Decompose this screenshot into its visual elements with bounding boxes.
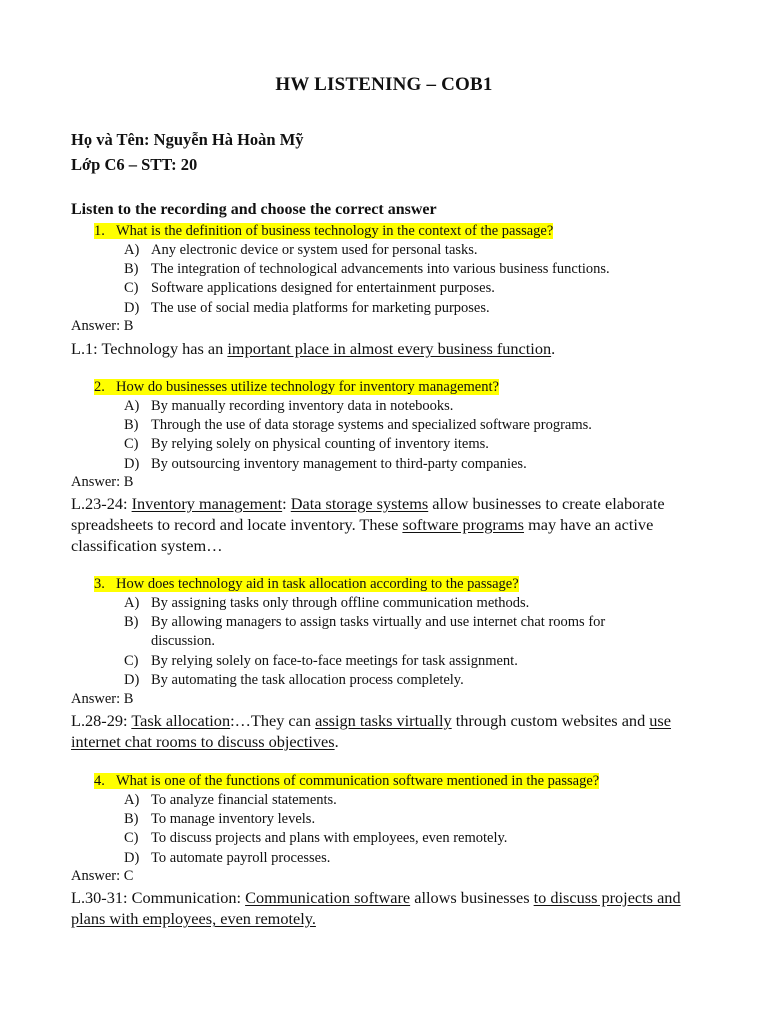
reference-underlined-text: software programs [402, 515, 525, 534]
question-number: 1. [94, 223, 105, 239]
question-number: 4. [94, 773, 105, 789]
reference-text: L.30-31: Communication: [71, 888, 246, 907]
reference-text: L.1: Technology has an [71, 339, 228, 358]
question-3 [94, 575, 519, 593]
reference-text: allow businesses to create elaborate spreadsheets to record and locate inventory. These [71, 494, 665, 534]
reference-text: . [551, 339, 556, 358]
reference-q3 [71, 710, 711, 752]
answer-q3: Answer: B [71, 691, 134, 707]
question-text: How do businesses utilize technology for inventory management? [116, 379, 499, 395]
reference-q4 [71, 887, 711, 929]
reference-underlined-text: important place in almost every business function [227, 339, 552, 358]
student-class: Lớp C6 – STT: 20 [71, 155, 198, 174]
student-name: Họ và Tên: Nguyễn Hà Hoàn Mỹ [71, 130, 304, 149]
reference-text: :…They can [230, 711, 316, 730]
reference-q2 [71, 493, 711, 556]
reference-text: through custom websites and [451, 711, 650, 730]
option-d: D) By automating the task allocation process completely. [124, 671, 464, 688]
reference-text: allows businesses [410, 888, 534, 907]
document-page: HW LISTENING – COB1 Họ và Tên: Nguyễn Hà Hoàn Mỹ Lớp C6 – STT: 20 Listen to the recording and choose the correct answer 1. What is the definition of business technology in the context of the passage? A) Any electronic device or system used for personal tasks. B) The integration of technological advancements into various business functions. C) Software applications designed for entertainment purposes. D) The use of social media platforms for marketing purposes. Answer: B L.1: Technology has an important place in almost every business function. 2. How do businesses utilize technology for inventory management? A) By manually recording inventory data in notebooks. B) Through the use of data storage systems and specialized software programs. C) By relying solely on physical counting of inventory items. D) By outsourcing inventory management to third-party companies. Answer: B L.23-24: Inventory management: Data storage systems allow businesses to create elaborate spreadsheets to record and locate inventory. These software programs may have an active classification system… 3. How does technology aid in task allocation according to the passage? A) By assigning tasks only through offline communication methods. B) By allowing managers to assign tasks virtually and use internet chat rooms for discussion. C) By relying solely on face-to-face meetings for task assignment. D) By automating the task allocation process completely. Answer: B L.28-29: Task allocation:…They can assign tasks virtually through custom websites and use internet chat rooms to discuss objectives. 4. What is one of the functions of communication software mentioned in the passage? A) To analyze financial statements. B) To manage inventory levels. C) To discuss projects and plans with employees, even remotely. D) To automate payroll processes. Answer: C L.30-31: Communication: Communication software allows businesses to discuss projects and plans with employees, even remotely. [0, 0, 768, 1024]
document-title: HW LISTENING – COB1 [275, 74, 493, 95]
question-number: 3. [94, 576, 105, 592]
reference-q1 [71, 338, 711, 359]
question-text: How does technology aid in task allocation according to the passage? [116, 576, 519, 592]
question-text: What is one of the functions of communication software mentioned in the passage? [116, 773, 600, 789]
instruction: Listen to the recording and choose the correct answer [71, 201, 437, 218]
question-text: What is the definition of business technology in the context of the passage? [116, 223, 554, 239]
answer-q4: Answer: C [71, 868, 134, 884]
question-number: 2. [94, 379, 105, 395]
reference-underlined-text: Inventory management [131, 494, 283, 513]
option-b: B) By allowing managers to assign tasks virtually and use internet chat rooms for discussion. [124, 614, 606, 650]
answer-q1: Answer: B [71, 318, 134, 334]
option-c: C) By relying solely on face-to-face meetings for task assignment. [124, 652, 518, 669]
reference-text: L.23-24: [71, 494, 132, 513]
reference-underlined-text: assign tasks virtually [315, 711, 452, 730]
reference-underlined-text: Communication software [245, 888, 411, 907]
options-q3 [124, 594, 671, 690]
reference-underlined-text: to discuss projects and plans with employees, even remotely. [71, 888, 681, 928]
reference-text: L.28-29: [71, 711, 132, 730]
reference-text: may have an active classification system… [71, 515, 654, 555]
question-4 [94, 772, 599, 790]
question-1 [94, 222, 553, 240]
option-a: A) By assigning tasks only through offline communication methods. [124, 595, 530, 611]
reference-underlined-text: Data storage systems [290, 494, 429, 513]
answer-q2: Answer: B [71, 474, 134, 490]
reference-underlined-text: use internet chat rooms to discuss objectives [71, 711, 671, 751]
question-2 [94, 378, 499, 396]
reference-underlined-text: Task allocation [131, 711, 231, 730]
reference-text: . [334, 732, 339, 751]
reference-text: : [282, 494, 291, 513]
